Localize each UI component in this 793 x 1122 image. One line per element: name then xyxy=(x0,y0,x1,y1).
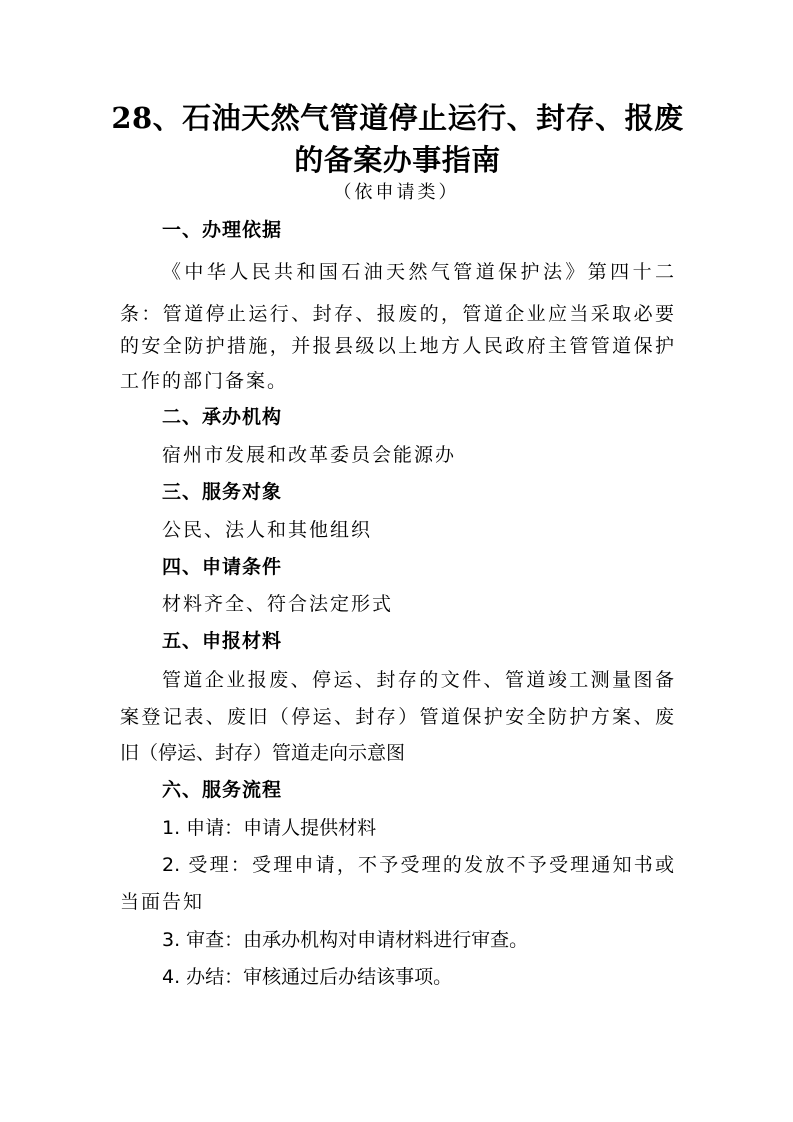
paragraph-line: 公民、法人和其他组织 xyxy=(162,519,373,541)
process-step-continued: 当面告知 xyxy=(120,891,205,913)
paragraph-line: 管道企业报废、停运、封存的文件、管道竣工测量图备 xyxy=(162,669,674,691)
paragraph-line: 的安全防护措施，并报县级以上地方人民政府主管管道保护 xyxy=(120,335,674,357)
section-heading-process: 六、服务流程 xyxy=(162,779,283,801)
document-title-line-2: 的备案办事指南 xyxy=(294,143,501,177)
section-heading-conditions: 四、申请条件 xyxy=(162,556,283,578)
process-step: 4. 办结：审核通过后办结该事项。 xyxy=(162,966,453,988)
section-heading-agency: 二、承办机构 xyxy=(162,406,283,428)
process-step: 2. 受理：受理申请，不予受理的发放不予受理通知书或 xyxy=(162,854,674,876)
document-subtitle: （依申请类） xyxy=(333,182,460,203)
process-step: 3. 审查：由承办机构对申请材料进行审查。 xyxy=(162,929,529,951)
paragraph-line: 《中华人民共和国石油天然气管道保护法》第四十二 xyxy=(162,261,674,283)
section-heading-basis: 一、办理依据 xyxy=(162,219,283,241)
paragraph-line: 案登记表、废旧（停运、封存）管道保护安全防护方案、废 xyxy=(120,706,674,728)
paragraph-line: 工作的部门备案。 xyxy=(120,370,289,392)
paragraph-line: 条：管道停止运行、封存、报废的，管道企业应当采取必要 xyxy=(120,303,674,325)
paragraph-line: 旧（停运、封存）管道走向示意图 xyxy=(120,742,406,764)
process-step: 1. 申请：申请人提供材料 xyxy=(162,817,377,839)
document-title-line-1: 28、石油天然气管道停止运行、封存、报废 xyxy=(111,101,684,135)
paragraph-line: 宿州市发展和改革委员会能源办 xyxy=(162,444,457,466)
section-heading-materials: 五、申报材料 xyxy=(162,630,283,652)
section-heading-service-target: 三、服务对象 xyxy=(162,481,283,503)
paragraph-line: 材料齐全、符合法定形式 xyxy=(162,593,394,615)
